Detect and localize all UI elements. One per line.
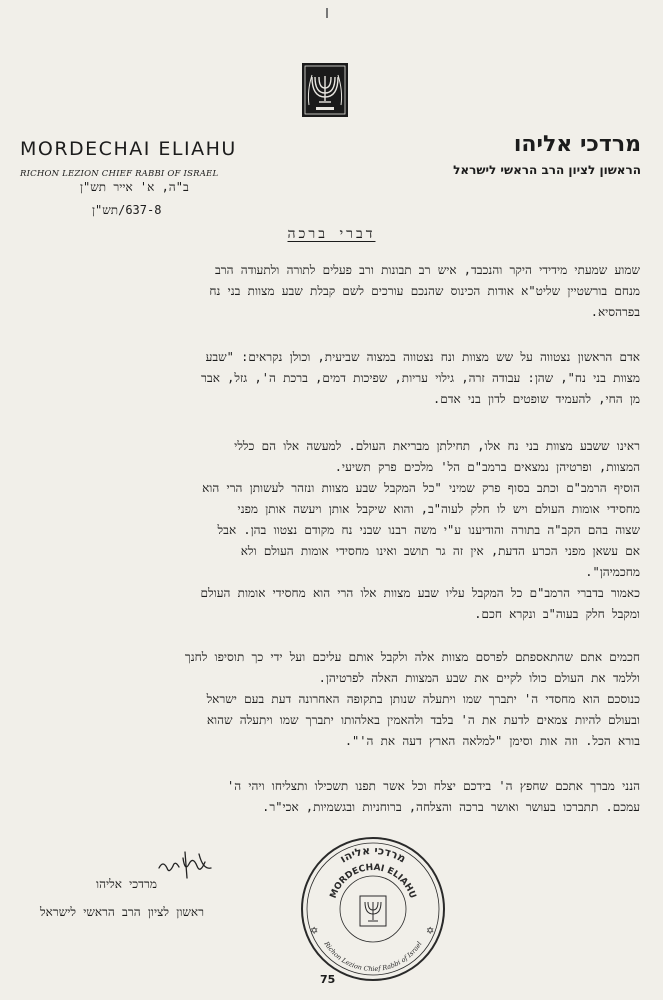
text-line: ראינו ששבע מצוות בני נח אלו, תחילתן מבריאת העולם. למעשה אלו הם כללי (234, 439, 640, 453)
text-line: מן החי, להעמיד שופטים לדון בני אדם. (433, 392, 640, 406)
seal-english-name: MORDECHAI ELIAHU (328, 862, 418, 900)
text-line: אדם הראשון נצטווה על שש מצוות ונח נצטווה במצוה שביעית, וכולן נקראים: "שבע (205, 350, 640, 364)
text-line: אם עשאן מפני הכרע הדעת, אין זה גר תושב ואינו מחסידי אומות העולם ולא (240, 544, 640, 558)
text-line: מצוות בני נח", שהן: עבודה זרה, גילוי עריות, שפיכות דמים, ברכת ה', גזל, אבר (201, 371, 640, 385)
seal-menorah-icon (360, 896, 386, 926)
text-line: מחסידי אומות העולם ויש לו חלק לעוה"ב, והוא שיקבל אותן ויעשה אותן מפני (237, 502, 640, 516)
paragraph (20, 347, 640, 410)
text-line: כנוסכם הוא מחסדי ה' יתברך שמו ויתעלה שנותן בתקופה האחרונה דעת בעם ישראל (206, 692, 640, 706)
text-line: חכמים אתם שהתאספתם לפרסם מצוות אלה ולקבל אותם עליכם ועל ידי כך תוסיפו לחנך (184, 650, 640, 664)
text-line: מחכמיהן". (585, 565, 640, 579)
letter-title (0, 226, 663, 243)
letterhead-hebrew-title: הראשון לציון הרב הראשי לישראל (453, 163, 641, 177)
text-line: עמכם. תתברכו בעושר ואושר ברכה והצלחה, ברוחניות ובגשמיות, אכי"ר. (262, 800, 640, 814)
text-line: וללמד את העולם כולו לקיים את שבע המצוות האלה לפרטיהן. (318, 671, 640, 685)
paragraph (20, 689, 640, 752)
svg-text:Richon Lezion Chief Rabbi of I (322, 939, 424, 973)
seal-english-title: Richon Lezion Chief Rabbi of Israel (322, 940, 424, 974)
paragraph (20, 478, 640, 583)
page-mark (326, 8, 328, 18)
text-line: שמוע שמעתי מידידי היקר והנכבד, איש רב תבונות ורב פעלים לתורה ולתעודה הרב (215, 263, 640, 277)
paragraph (20, 647, 640, 689)
seal-hebrew-name: מרדכי אליהו (337, 844, 409, 866)
signatory-name: מרדכי אליהו (96, 877, 157, 891)
svg-text:✡: ✡ (310, 926, 319, 937)
text-line: מנחם בורשטיין שליט"א אודות הכינוס שהנכם עורכים לשם קבלת שבע מצוות בני נח (209, 284, 640, 298)
paragraph (20, 260, 640, 323)
text-line: ומקבל חלק בעוה"ב ונקרא חכם. (474, 607, 640, 621)
text-line: שצוה בהם הקב"ה בתורה והודיענו ע"י משה רבנו שבני נח מקודם נצטוו בהן. אבל (217, 523, 640, 537)
letterhead-english-title: RICHON LEZION CHIEF RABBI OF ISRAEL (20, 169, 219, 179)
handwritten-signature (155, 848, 215, 882)
paragraph (20, 583, 640, 625)
svg-text:✡: ✡ (426, 926, 435, 937)
svg-text:MORDECHAI ELIAHU (329, 863, 418, 900)
text-line: הנני מברך אתכם שחפץ ה' בידכם יצלח וכל אשר תפנו תשכילו ותצליחו ויהי ה' (226, 779, 640, 793)
page-number: 75 (320, 973, 336, 986)
text-line: בפרהסיא. (590, 305, 640, 319)
signatory-title: ראשון לציון הרב הראשי לישראל (40, 905, 204, 919)
official-seal (298, 834, 448, 984)
letter-reference-number: 637-8/תש"ן (92, 203, 162, 217)
text-line: בורא הכל. וזה אות וסימן "למלאה הארץ דעה את ה'". (344, 734, 640, 748)
paragraph (20, 776, 640, 818)
letter-date: ב"ה, א' אייר תש"ן (80, 180, 189, 194)
letter-body (20, 260, 640, 818)
letterhead-hebrew-name: מרדכי אליהו (513, 132, 641, 157)
letterhead-english-name: MORDECHAI ELIAHU (20, 138, 237, 160)
text-line: ובעולם להיות צמאים לדעת את ה' בלבד ולהאמין באלהותו יתברך שמו ויתעלה שהוא (206, 713, 640, 727)
svg-text:מרדכי אליהו (338, 844, 408, 866)
text-line: המצוות, ופרטיהן נמצאים ברמב"ם הל' מלכים פרק תשיעי. (334, 460, 640, 474)
letter-title-text: דברי ברכה (287, 226, 376, 242)
text-line: כאמור בדברי הרמב"ם כל המקבל עליו שבע מצוות אלו הרי הוא מחסידי אומות העולם (200, 586, 640, 600)
menorah-emblem-icon (302, 63, 348, 117)
paragraph (20, 436, 640, 478)
text-line: הוסיף הרמב"ם וכתב בסוף פרק שמיני "כל המקבל שבע מצוות ונזהר לעשותן הרי הוא (202, 481, 640, 495)
